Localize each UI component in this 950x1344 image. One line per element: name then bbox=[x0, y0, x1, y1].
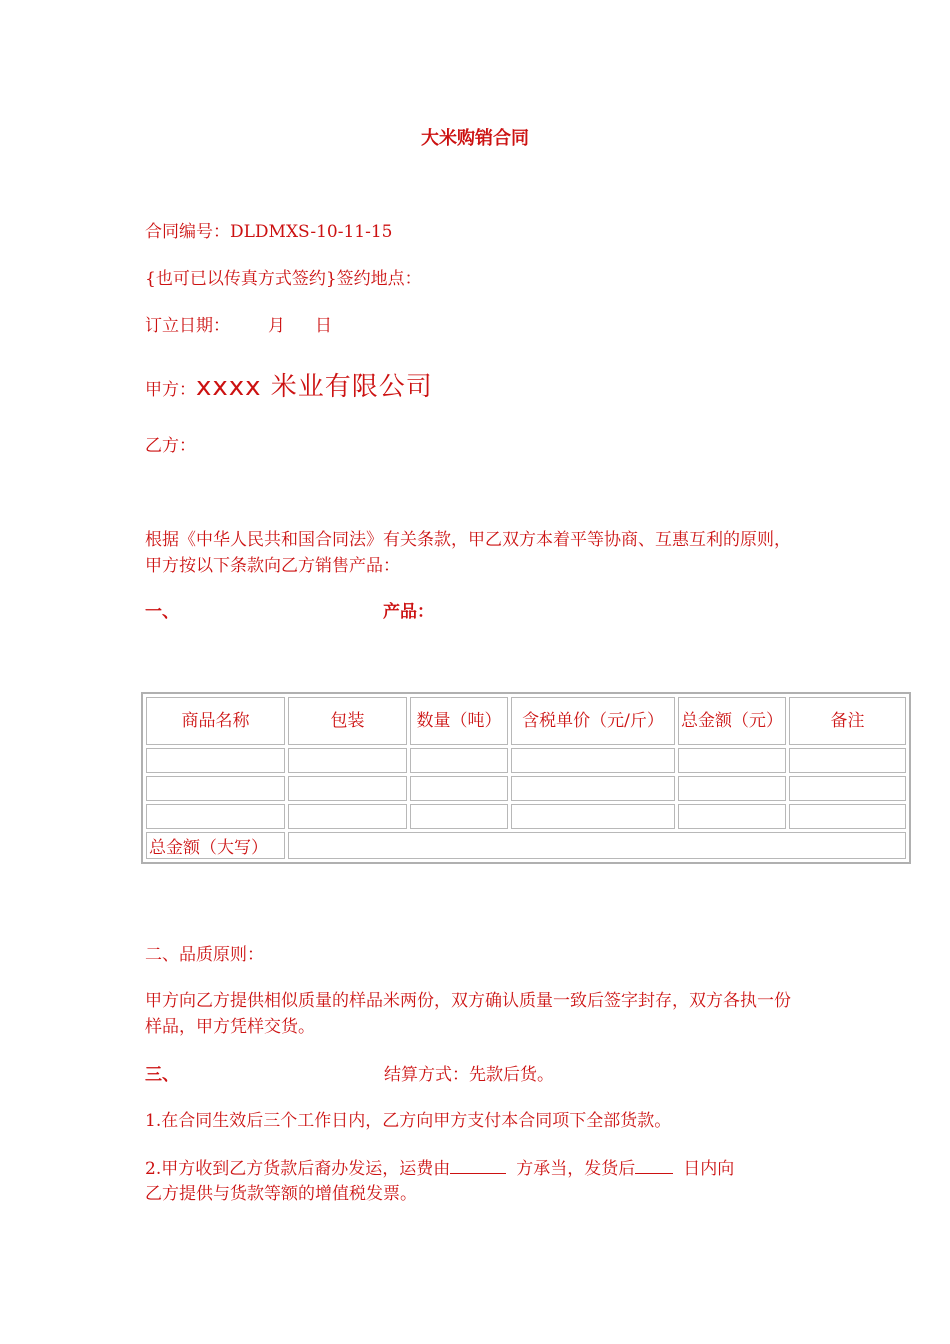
table-cell bbox=[146, 776, 285, 801]
table-total-row bbox=[146, 832, 906, 859]
clause-1: 1.在合同生效后三个工作日内，乙方向甲方支付本合同项下全部货款。 bbox=[145, 1111, 672, 1131]
product-table bbox=[141, 692, 911, 864]
party-b-line: 乙方： bbox=[145, 436, 196, 456]
header-quantity: 数量（吨） bbox=[410, 697, 508, 745]
days-blank bbox=[635, 1155, 673, 1174]
clause-2-line1 bbox=[145, 1155, 734, 1182]
table-row bbox=[146, 804, 906, 829]
table-cell bbox=[288, 748, 407, 773]
date-label: 订立日期： bbox=[145, 316, 230, 336]
contract-number-line bbox=[145, 219, 392, 245]
table-header-row bbox=[146, 697, 906, 745]
section3-heading bbox=[145, 1062, 554, 1088]
party-a-name: xxxx 米业有限公司 bbox=[196, 372, 433, 402]
total-value bbox=[288, 832, 906, 859]
contract-number: DLDMXS-10-11-15 bbox=[230, 222, 393, 242]
date-line bbox=[145, 313, 332, 339]
total-label: 总金额（大写） bbox=[146, 832, 285, 859]
clause-2-line2: 乙方提供与货款等额的增值税发票。 bbox=[145, 1184, 417, 1204]
intro-paragraph: 根据《中华人民共和国合同法》有关条款，甲乙双方本着平等协商、互惠互利的原则，甲方按以下条款向乙方销售产品： bbox=[145, 530, 791, 576]
table-cell bbox=[288, 776, 407, 801]
party-a-line bbox=[145, 370, 433, 407]
header-remarks: 备注 bbox=[789, 697, 906, 745]
contract-title: 大米购销合同 bbox=[421, 128, 529, 149]
table-cell bbox=[410, 776, 508, 801]
clause-2-part-c: 日内向 bbox=[683, 1159, 735, 1179]
table-cell bbox=[678, 776, 786, 801]
table-cell bbox=[410, 804, 508, 829]
header-packaging: 包装 bbox=[288, 697, 407, 745]
party-a-label: 甲方： bbox=[145, 380, 196, 400]
table-cell bbox=[511, 776, 675, 801]
table-cell bbox=[789, 748, 906, 773]
table-cell bbox=[146, 748, 285, 773]
section1-heading bbox=[145, 599, 434, 625]
table-cell bbox=[678, 804, 786, 829]
section1-title: 产品： bbox=[383, 602, 434, 622]
header-product-name: 商品名称 bbox=[146, 697, 285, 745]
table-cell bbox=[288, 804, 407, 829]
date-day: 日 bbox=[315, 316, 332, 336]
table-cell bbox=[678, 748, 786, 773]
table-row bbox=[146, 748, 906, 773]
table-cell bbox=[511, 748, 675, 773]
contract-number-label: 合同编号： bbox=[145, 222, 230, 242]
date-month: 月 bbox=[268, 316, 285, 336]
sign-place-line: {也可已以传真方式签约}签约地点： bbox=[145, 269, 422, 289]
section3-number: 三、 bbox=[145, 1065, 179, 1085]
section1-number: 一、 bbox=[145, 602, 179, 622]
clause-2-part-a: 2.甲方收到乙方货款后裔办发运，运费由 bbox=[145, 1159, 451, 1179]
header-total-amount: 总金额（元） bbox=[678, 697, 786, 745]
clause-2-part-b: 方承当，发货后 bbox=[516, 1159, 636, 1179]
section2-heading: 二、品质原则： bbox=[145, 945, 264, 965]
table-cell bbox=[789, 776, 906, 801]
section3-title: 结算方式：先款后货。 bbox=[384, 1065, 554, 1085]
table-cell bbox=[410, 748, 508, 773]
table-cell bbox=[789, 804, 906, 829]
table-cell bbox=[511, 804, 675, 829]
table-row bbox=[146, 776, 906, 801]
section2-paragraph: 甲方向乙方提供相似质量的样品米两份，双方确认质量一致后签字封存，双方各执一份样品，甲方凭样交货。 bbox=[145, 991, 791, 1037]
header-unit-price: 含税单价（元/斤） bbox=[511, 697, 675, 745]
table-cell bbox=[146, 804, 285, 829]
freight-payer-blank bbox=[450, 1155, 506, 1174]
